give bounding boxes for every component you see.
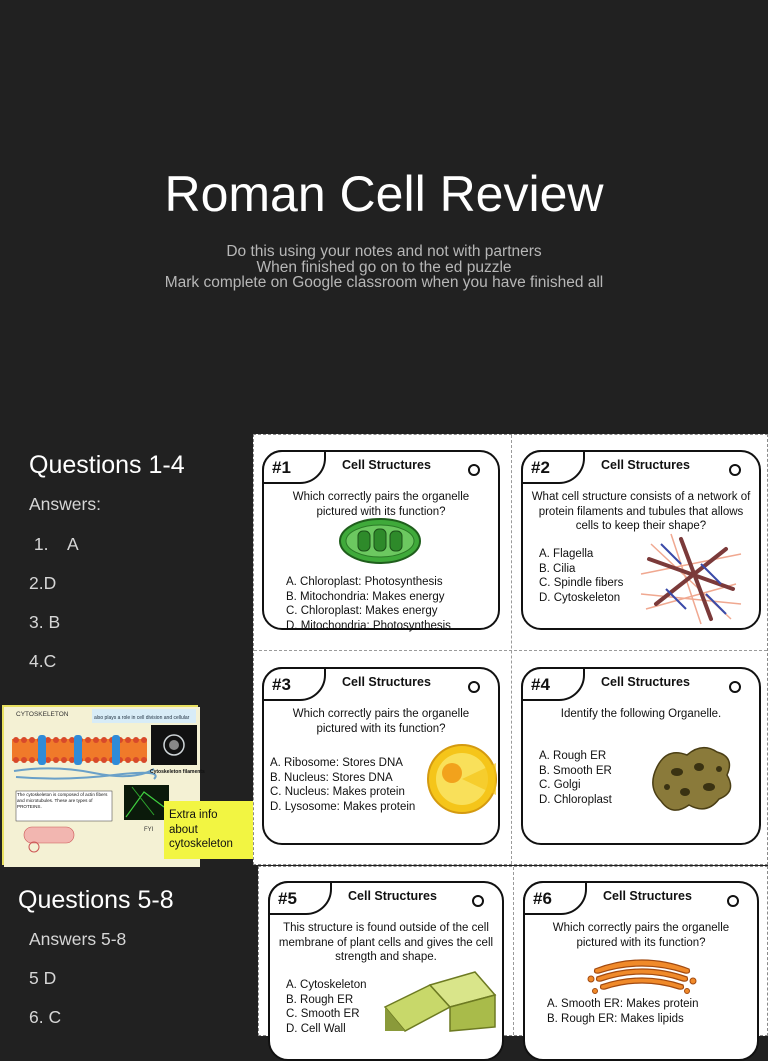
answer-6: 6. C xyxy=(29,1007,62,1027)
card-title: Cell Structures xyxy=(603,889,692,903)
question-card-6 xyxy=(523,881,759,1061)
card-options xyxy=(547,997,698,1026)
option-a: A. Flagella xyxy=(539,548,594,560)
cell-wall-icon xyxy=(380,967,500,1031)
option-b: B. Cilia xyxy=(539,562,576,575)
option-d: D. Mitochondria: Photosynthesis xyxy=(286,619,451,632)
smooth-er-icon xyxy=(647,737,737,819)
card-question: Which correctly pairs the organelle pictured with its function? xyxy=(292,708,470,735)
answer-3: 3. B xyxy=(29,612,61,632)
card-options xyxy=(286,978,367,1036)
questions-1-4-heading: Questions 1-4 xyxy=(29,451,185,479)
cyto-image-fyi: FYI xyxy=(144,827,154,833)
option-c: C. Golgi xyxy=(539,779,581,791)
question-card-1 xyxy=(262,450,500,630)
cytoskeleton-network-icon xyxy=(641,534,741,624)
circle-icon xyxy=(468,681,480,693)
card-question: Identify the following Organelle. xyxy=(560,708,722,720)
option-a: A. Rough ER xyxy=(539,750,607,762)
option-d: D. Cell Wall xyxy=(286,1022,346,1035)
question-card-4 xyxy=(521,667,761,845)
option-d: D. Chloroplast xyxy=(539,793,612,806)
answers-label: Answers: xyxy=(29,494,101,514)
card-title: Cell Structures xyxy=(601,675,690,689)
answers-label: Answers 5-8 xyxy=(29,929,127,949)
card-number: #1 xyxy=(262,450,326,484)
panel-divider xyxy=(513,867,514,1035)
cyto-image-title: CYTOSKELETON xyxy=(16,711,69,718)
golgi-icon xyxy=(587,949,697,997)
answer-5: 5 D xyxy=(29,968,57,988)
card-options xyxy=(270,756,415,814)
option-a: A. Chloroplast: Photosynthesis xyxy=(286,576,443,588)
answers-5-8 xyxy=(29,929,229,1029)
questions-5-8-heading: Questions 5-8 xyxy=(18,886,174,914)
card-question: Which correctly pairs the organelle pictured with its function? xyxy=(292,491,470,518)
circle-icon xyxy=(727,895,739,907)
card-question: This structure is found outside of the cell membrane of plant cells and gives the cell strength and shape. xyxy=(278,922,494,963)
option-d: D. Lysosome: Makes protein xyxy=(270,800,416,813)
question-card-5 xyxy=(268,881,504,1061)
cyto-image-label: Cytoskeleton filaments xyxy=(150,769,205,775)
slide-subtitle xyxy=(0,244,768,291)
answers-1-4 xyxy=(29,494,229,674)
option-c: C. Spindle fibers xyxy=(539,577,624,589)
option-a: A. Ribosome: Stores DNA xyxy=(270,757,403,769)
card-question: What cell structure consists of a network of protein filaments and tubules that allows cells to keep their shape? xyxy=(531,491,751,532)
card-options xyxy=(286,575,451,633)
option-c: C. Smooth ER xyxy=(286,1008,360,1020)
card-number: #5 xyxy=(268,881,332,915)
circle-icon xyxy=(472,895,484,907)
option-c: C. Nucleus: Makes protein xyxy=(270,786,405,798)
question-card-2 xyxy=(521,450,761,630)
answer-1: 1. A xyxy=(29,534,79,554)
card-title: Cell Structures xyxy=(342,675,431,689)
option-c: C. Chloroplast: Makes energy xyxy=(286,605,438,617)
card-options xyxy=(539,547,623,605)
cyto-image-body: The cytoskeleton is composed of actin fibers and microtubules. These are types of PROTEINS. xyxy=(17,792,108,809)
cyto-image-top-text: also plays a role in cell division and cellular xyxy=(94,715,190,721)
extra-info-note: Extra info about cytoskeleton xyxy=(164,801,254,859)
card-title: Cell Structures xyxy=(348,889,437,903)
answer-2: 2.D xyxy=(29,573,57,593)
card-options xyxy=(539,749,612,807)
card-number: #2 xyxy=(521,450,585,484)
card-title: Cell Structures xyxy=(342,458,431,472)
card-number: #6 xyxy=(523,881,587,915)
card-question: Which correctly pairs the organelle pictured with its function? xyxy=(552,922,730,949)
option-a: A. Cytoskeleton xyxy=(286,979,367,991)
circle-icon xyxy=(729,464,741,476)
option-b: B. Rough ER: Makes lipids xyxy=(547,1012,684,1025)
circle-icon xyxy=(729,681,741,693)
panel-divider xyxy=(254,650,767,651)
cards-panel-5-6 xyxy=(258,866,768,1036)
option-d: D. Cytoskeleton xyxy=(539,591,621,604)
subtitle-line-1: Do this using your notes and not with partners xyxy=(226,243,542,260)
card-number: #3 xyxy=(262,667,326,701)
slide-title: Roman Cell Review xyxy=(164,166,604,222)
chloroplast-icon xyxy=(338,517,422,565)
subtitle-line-3: Mark complete on Google classroom when you have finished all xyxy=(164,274,604,291)
option-a: A. Smooth ER: Makes protein xyxy=(547,998,699,1010)
circle-icon xyxy=(468,464,480,476)
subtitle-line-2: When finished go on to the ed puzzle xyxy=(256,258,512,276)
option-b: B. Mitochondria: Makes energy xyxy=(286,590,445,603)
cards-panel-1-4 xyxy=(253,434,768,865)
question-card-3 xyxy=(262,667,500,845)
nucleus-icon xyxy=(426,743,498,815)
card-title: Cell Structures xyxy=(601,458,690,472)
card-number: #4 xyxy=(521,667,585,701)
option-b: B. Nucleus: Stores DNA xyxy=(270,771,393,784)
answer-4: 4.C xyxy=(29,651,57,671)
option-b: B. Rough ER xyxy=(286,993,354,1006)
option-b: B. Smooth ER xyxy=(539,764,612,777)
